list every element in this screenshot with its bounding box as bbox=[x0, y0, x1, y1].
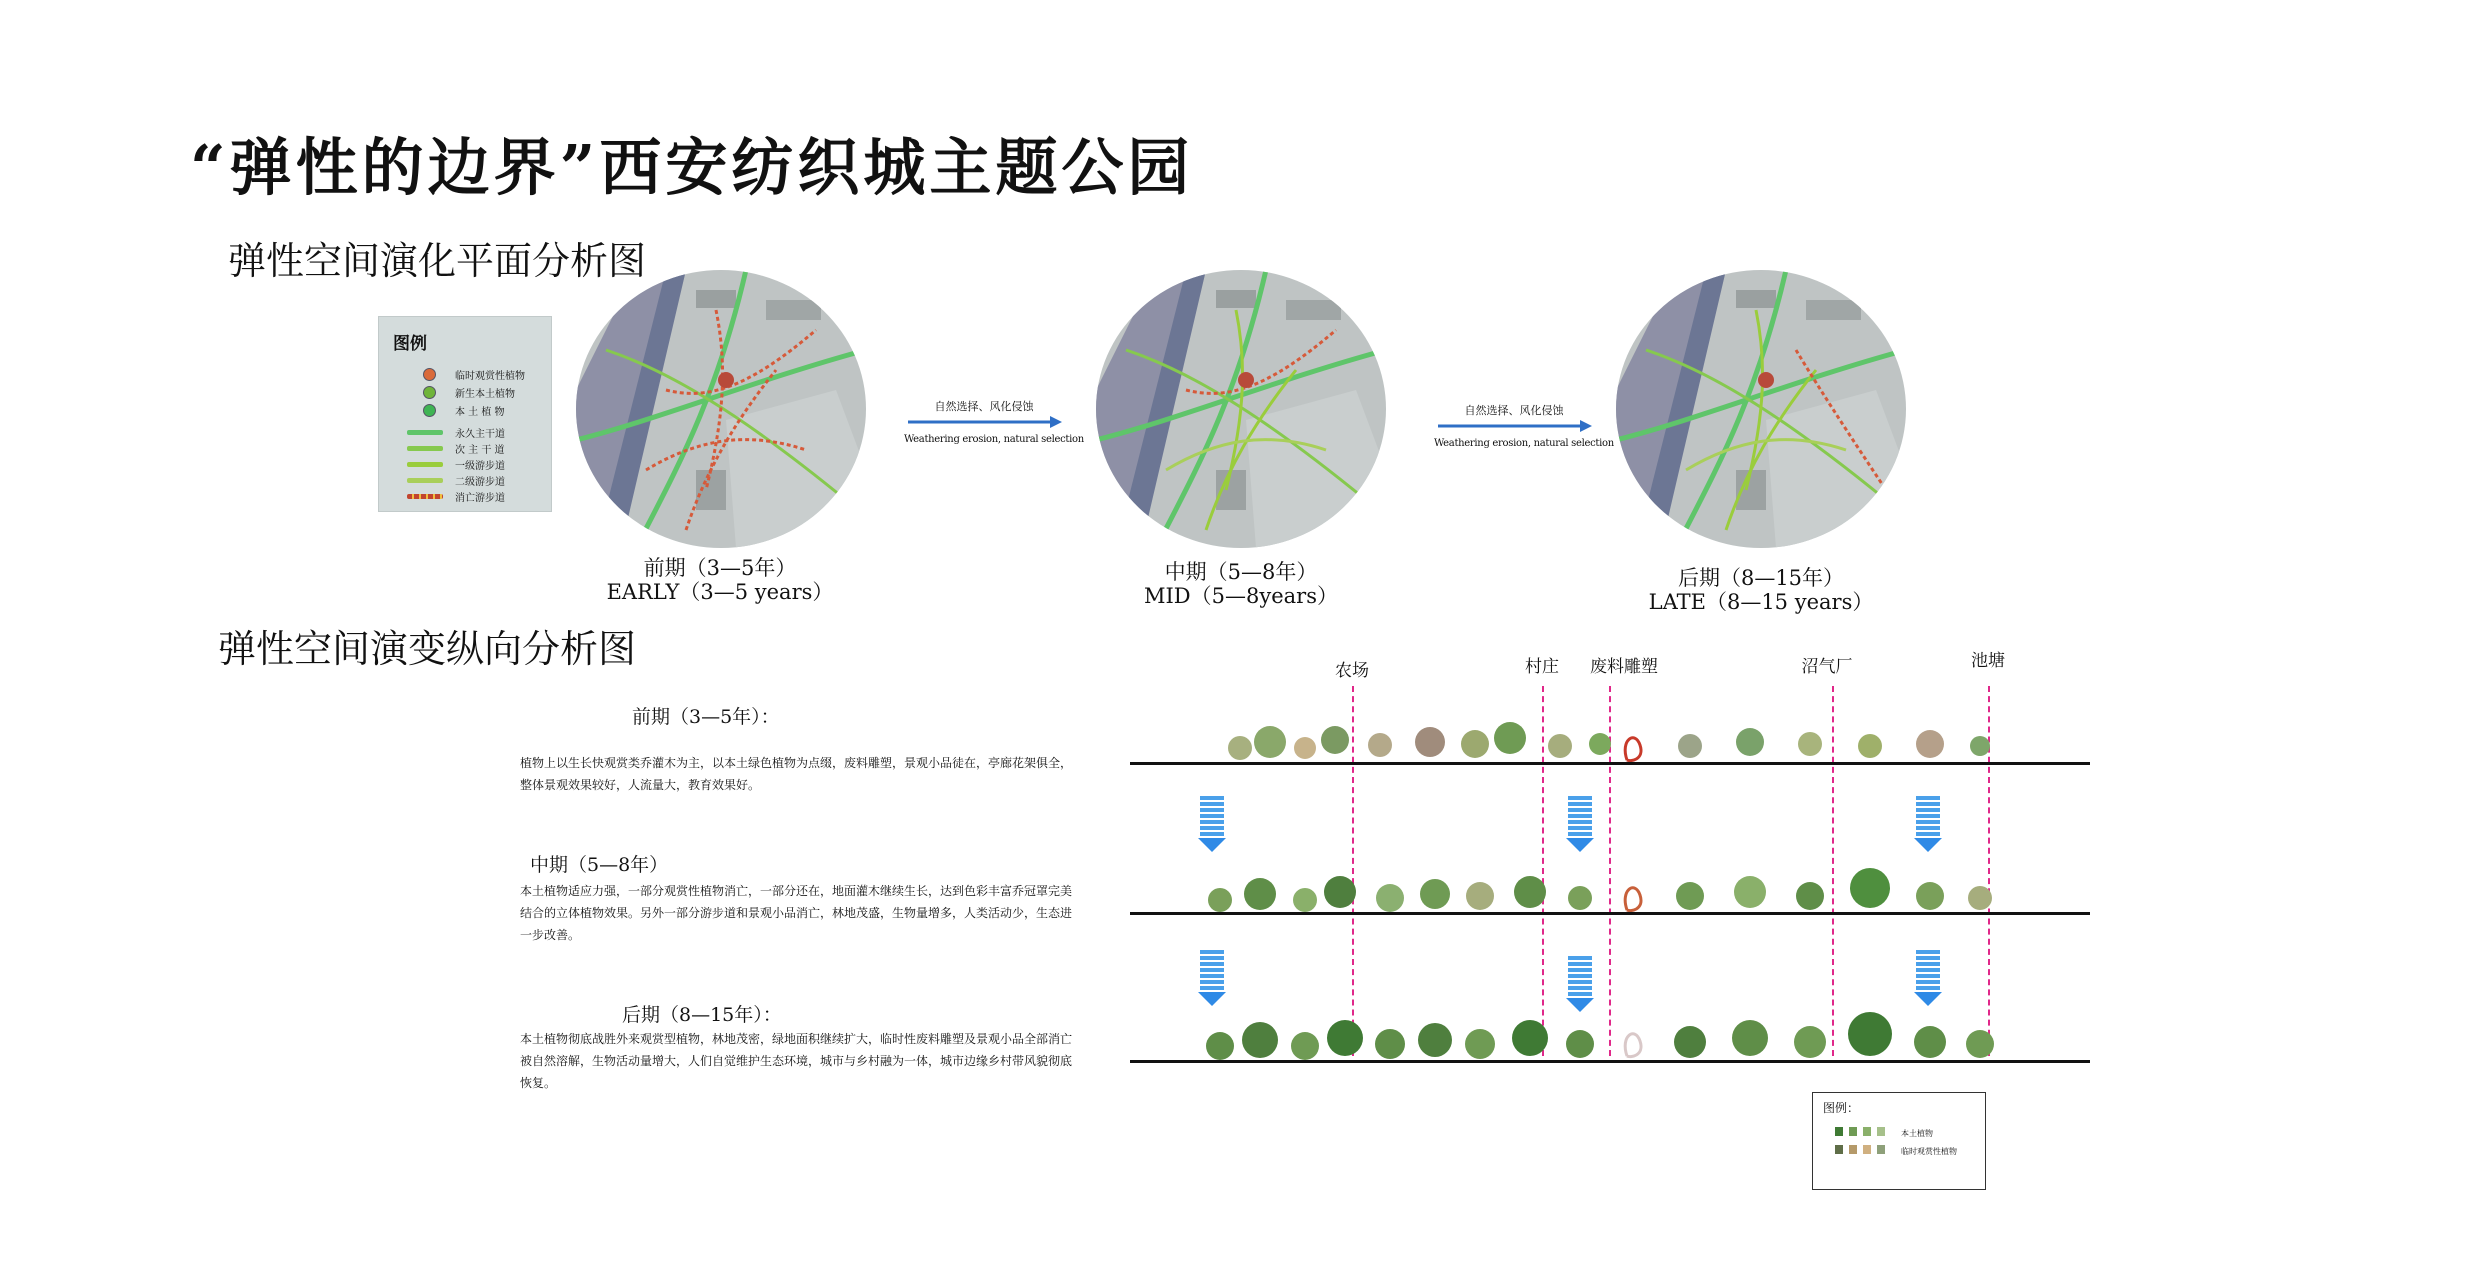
section-vegetation-drawing bbox=[1130, 700, 2090, 1070]
down-arrow-icon bbox=[1568, 796, 1592, 852]
phase-early-heading: 前期（3—5年）： bbox=[632, 706, 780, 728]
plan-map-early bbox=[576, 270, 866, 548]
down-arrow-icon bbox=[1200, 950, 1224, 1006]
color-swatch bbox=[1849, 1145, 1857, 1154]
color-swatch bbox=[1863, 1127, 1871, 1136]
mid-strip-vegetation bbox=[1208, 868, 1992, 912]
early-strip-vegetation bbox=[1228, 722, 1990, 761]
phase-mid-heading: 中期（5—8年） bbox=[530, 854, 669, 876]
down-arrow-icon bbox=[1200, 796, 1224, 852]
phase-mid-text: 本土植物适应力强，一部分观赏性植物消亡，一部分还在，地面灌木继续生长，达到色彩丰富乔冠罩完美结合的立体植物效果。另外一部分游步道和景观小品消亡，林地茂盛，生物量增多，人类活动少，生态进一步改善。 bbox=[520, 884, 1073, 942]
site-label-pond: 池塘 bbox=[1971, 651, 2005, 671]
legend-row-native: 本 土 植 物 bbox=[379, 403, 551, 417]
ground-line-late bbox=[1130, 1060, 2090, 1063]
color-swatch bbox=[1849, 1127, 1857, 1136]
section-legend bbox=[1812, 1092, 1986, 1190]
orange-dot-icon bbox=[423, 368, 436, 381]
transition-arrow-1: 自然选择、风化侵蚀 Weathering erosion, natural selection bbox=[904, 400, 1084, 445]
caption-mid: 中期（5—8年） MID（5—8years） bbox=[1144, 560, 1338, 608]
blue-arrow-icon bbox=[1434, 418, 1594, 434]
plan-map-late bbox=[1616, 270, 1906, 548]
transition-arrow-2: 自然选择、风化侵蚀 Weathering erosion, natural selection bbox=[1434, 404, 1614, 449]
section-analysis-title: 弹性空间演变纵向分析图 bbox=[218, 627, 637, 671]
green-dot-icon bbox=[423, 404, 436, 417]
plan-section-title: 弹性空间演化平面分析图 bbox=[228, 239, 647, 283]
legend-row-dead-path: 消亡游步道 bbox=[379, 489, 551, 503]
plan-legend-title: 图例 bbox=[393, 334, 427, 354]
color-swatch bbox=[1863, 1145, 1871, 1154]
road-line-icon bbox=[407, 494, 443, 499]
color-swatch bbox=[1835, 1145, 1843, 1154]
road-line-icon bbox=[407, 462, 443, 467]
site-label-village: 村庄 bbox=[1525, 657, 1559, 677]
site-label-sculpture: 废料雕塑 bbox=[1590, 657, 1658, 677]
caption-early: 前期（3—5年） EARLY（3—5 years） bbox=[606, 556, 834, 604]
legend-row-new-native: 新生本土植物 bbox=[379, 385, 551, 399]
page-title: “弹性的边界”西安纺织城主题公园 bbox=[190, 131, 1194, 204]
caption-late: 后期（8—15年） LATE（8—15 years） bbox=[1648, 566, 1874, 614]
plan-legend bbox=[378, 316, 552, 512]
late-strip-vegetation bbox=[1206, 1012, 1994, 1060]
phase-late-heading: 后期（8—15年）： bbox=[622, 1004, 782, 1026]
section-legend-temporary: 临时观赏性植物 bbox=[1901, 1147, 1957, 1156]
plan-map-late-drawing bbox=[1616, 270, 1906, 548]
section-legend-native: 本土植物 bbox=[1901, 1129, 1933, 1138]
plan-map-mid-drawing bbox=[1096, 270, 1386, 548]
legend-row-path-2: 二级游步道 bbox=[379, 473, 551, 487]
phase-early-text: 植物上以生长快观赏类乔灌木为主，以本土绿色植物为点缀，废料雕塑，景观小品徒在，亭廊花架俱全，整体景观效果较好，人流量大，教育效果好。 bbox=[520, 756, 1073, 792]
ground-line-mid bbox=[1130, 912, 2090, 915]
site-label-biogas: 沼气厂 bbox=[1801, 657, 1853, 677]
site-label-farm: 农场 bbox=[1335, 661, 1369, 681]
down-arrow-icon bbox=[1916, 796, 1940, 852]
down-arrow-icon bbox=[1568, 956, 1592, 1012]
plan-map-mid bbox=[1096, 270, 1386, 548]
legend-row-secondary-road: 次 主 干 道 bbox=[379, 441, 551, 455]
plan-map-early-drawing bbox=[576, 270, 866, 548]
phase-late-text: 本土植物彻底战胜外来观赏型植物，林地茂密，绿地面积继续扩大，临时性废料雕塑及景观小品全部消亡被自然溶解，生物活动量增大，人们自觉维护生态环境，城市与乡村融为一体，城市边缘乡村带风貌彻底恢复。 bbox=[520, 1032, 1073, 1090]
down-arrow-icon bbox=[1916, 950, 1940, 1006]
legend-row-main-road: 永久主干道 bbox=[379, 425, 551, 439]
road-line-icon bbox=[407, 430, 443, 435]
legend-row-path-1: 一级游步道 bbox=[379, 457, 551, 471]
ground-line-early bbox=[1130, 762, 2090, 765]
blue-arrow-icon bbox=[904, 414, 1064, 430]
road-line-icon bbox=[407, 478, 443, 483]
legend-row-temp-plant: 临时观赏性植物 bbox=[379, 367, 551, 381]
color-swatch bbox=[1877, 1127, 1885, 1136]
section-legend-title: 图例： bbox=[1823, 1101, 1860, 1115]
road-line-icon bbox=[407, 446, 443, 451]
color-swatch bbox=[1835, 1127, 1843, 1136]
color-swatch bbox=[1877, 1145, 1885, 1154]
green-dot-icon bbox=[423, 386, 436, 399]
